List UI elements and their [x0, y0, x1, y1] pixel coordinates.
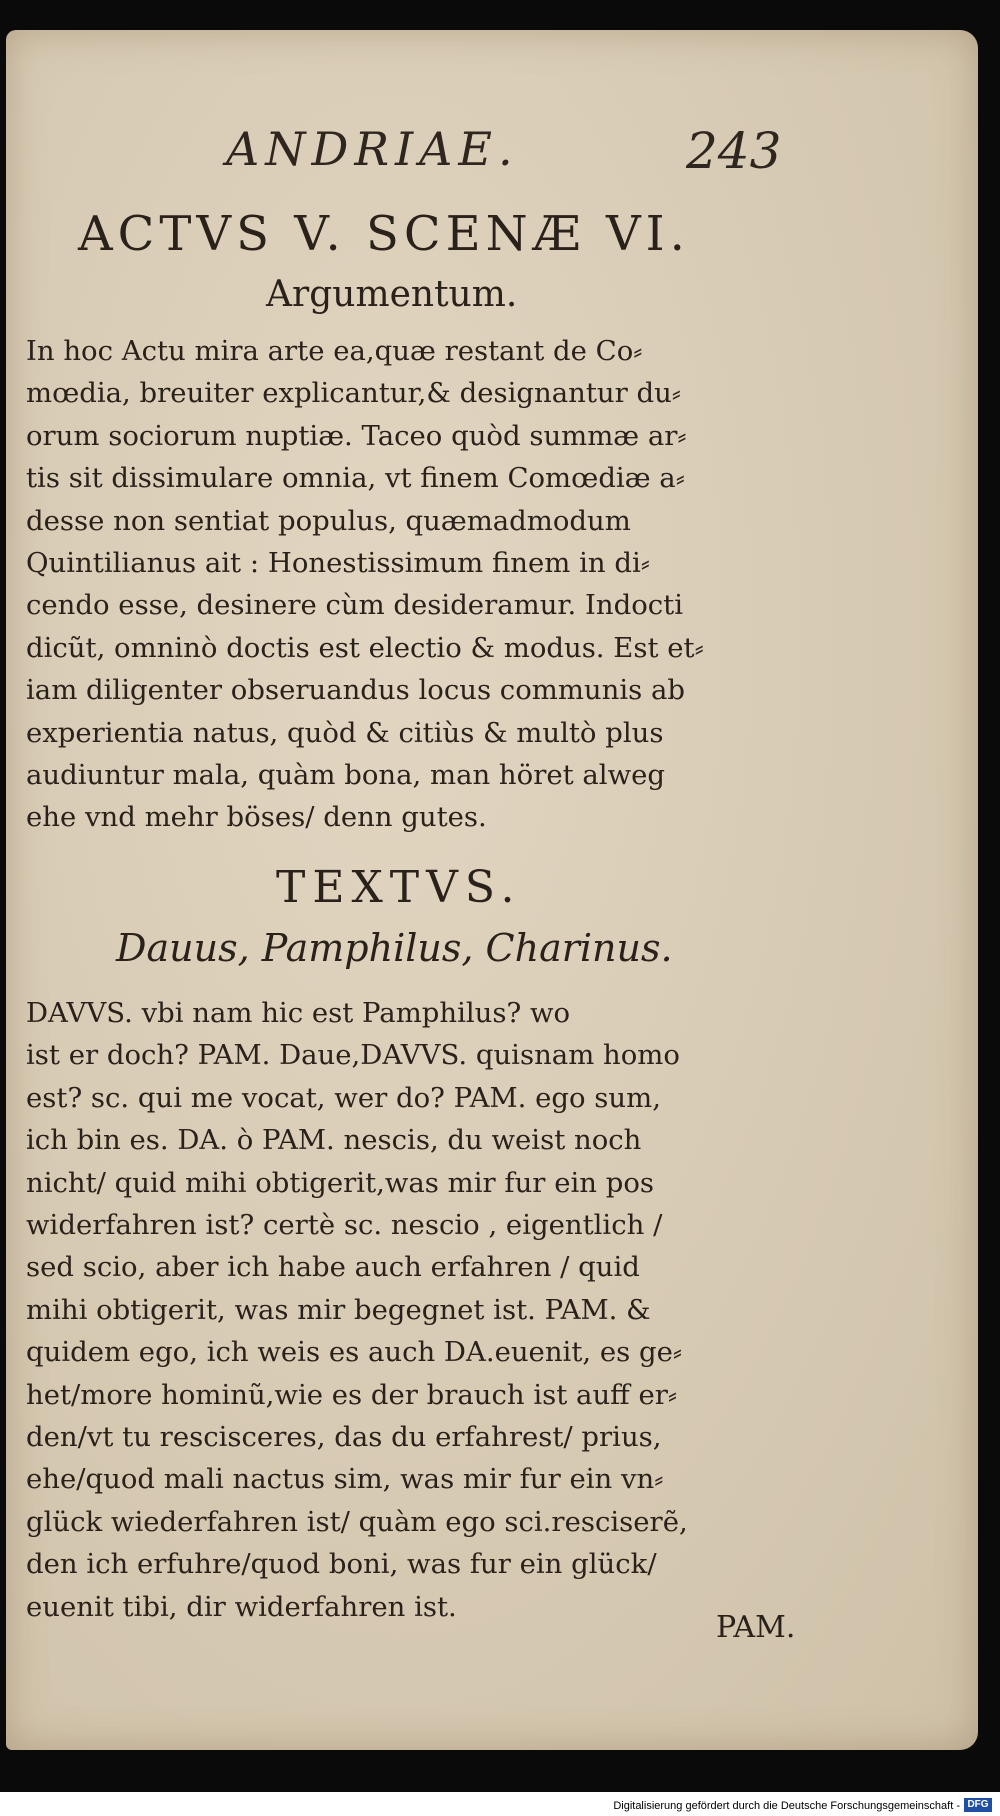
dialog-line: nicht/ quid mihi obtigerit,was mir fur ein pos — [26, 1166, 654, 1199]
argument-heading: Argumentum. — [266, 274, 518, 315]
argument-line: desse non sentiat populus, quæmadmodum — [26, 504, 631, 537]
dialog-line: den ich erfuhre/quod boni, was fur ein glück/ — [26, 1548, 657, 1581]
dialog-line: euenit tibi, dir widerfahren ist. — [26, 1590, 457, 1623]
dialog-line: het/more hominũ,wie es der brauch ist auff er⸗ — [26, 1378, 678, 1411]
argument-line: cendo esse, desinere cùm desideramur. Indocti — [26, 589, 683, 622]
argument-line: ehe vnd mehr böses/ denn gutes. — [26, 801, 487, 834]
dialog-line: mihi obtigerit, was mir begegnet ist. PAM. & — [26, 1293, 651, 1326]
dialog-line: quidem ego, ich weis es auch DA.euenit, es ge⸗ — [26, 1336, 683, 1369]
dialog-line: glück wiederfahren ist/ quàm ego sci.resciserẽ, — [26, 1505, 688, 1538]
textus-heading: TEXTVS. — [276, 862, 522, 913]
dialog-line: widerfahren ist? certè sc. nescio , eigentlich / — [26, 1209, 663, 1242]
dialog-line: DAVVS. vbi nam hic est Pamphilus? wo — [26, 997, 571, 1029]
dfg-credit: Digitalisierung gefördert durch die Deutsche Forschungsgemeinschaft - — [613, 1800, 960, 1812]
dialog-line: ich bin es. DA. ò PAM. nescis, du weist noch — [26, 1124, 642, 1157]
dialog-line: est? sc. qui me vocat, wer do? PAM. ego sum, — [26, 1081, 661, 1114]
argument-paragraph — [26, 330, 826, 839]
footer-bar — [0, 1792, 1000, 1816]
argument-line: tis sit dissimulare omnia, vt finem Comœdiæ a⸗ — [26, 462, 685, 495]
argument-line: Quintilianus ait : Honestissimum finem in di⸗ — [26, 547, 650, 580]
act-title: ACTVS V. SCENÆ VI. — [78, 206, 690, 262]
catchword: PAM. — [716, 1610, 796, 1645]
book-page — [6, 30, 978, 1750]
dialog-line: sed scio, aber ich habe auch erfahren / quid — [26, 1251, 640, 1284]
dramatis-personae: Dauus, Pamphilus, Charinus. — [116, 926, 673, 970]
argument-line: iam diligenter obseruandus locus communis ab — [26, 674, 685, 707]
dialog-line: ehe/quod mali nactus sim, was mir fur ein vn⸗ — [26, 1463, 664, 1496]
dialog-line: ist er doch? PAM. Daue,DAVVS. quisnam homo — [26, 1039, 680, 1072]
running-head: ANDRIAE. — [226, 122, 519, 176]
argument-line: dicũt, omninò doctis est electio & modus. Est et⸗ — [26, 631, 704, 664]
argument-line: In hoc Actu mira arte ea,quæ restant de Co⸗ — [26, 335, 643, 367]
argument-line: orum sociorum nuptiæ. Taceo quòd summæ ar⸗ — [26, 419, 687, 452]
argument-line: audiuntur mala, quàm bona, man höret alweg — [26, 759, 666, 792]
page-number: 243 — [686, 122, 782, 180]
dialog-paragraph — [26, 992, 826, 1628]
argument-line: mœdia, breuiter explicantur,& designantur du⸗ — [26, 377, 681, 410]
dfg-logo-icon: DFG — [964, 1798, 992, 1812]
argument-line: experientia natus, quòd & citiùs & multò plus — [26, 716, 664, 749]
dialog-line: den/vt tu rescisceres, das du erfahrest/ prius, — [26, 1421, 662, 1454]
